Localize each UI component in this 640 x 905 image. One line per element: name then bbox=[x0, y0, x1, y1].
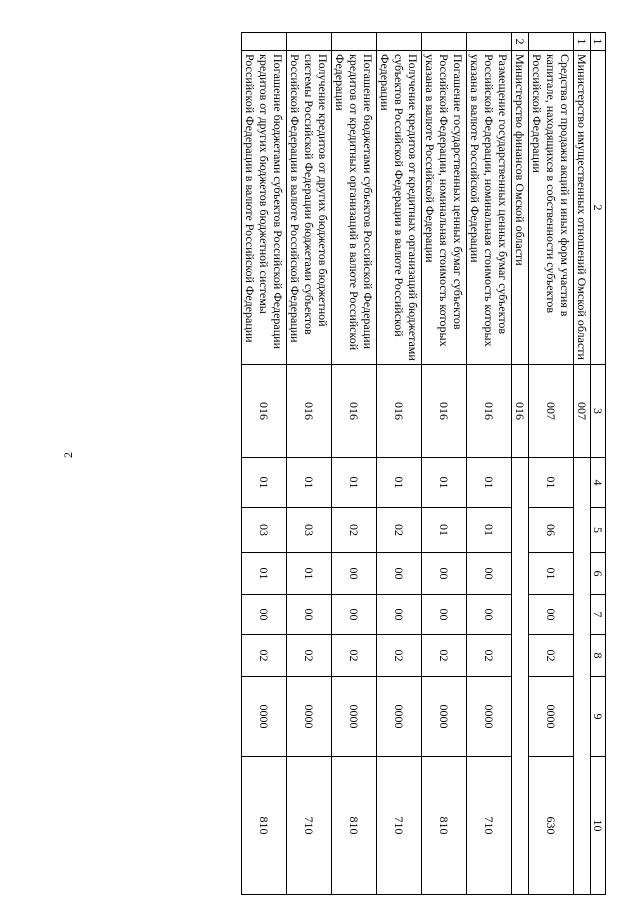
code-cell: 03 bbox=[287, 508, 332, 553]
column-header: 7 bbox=[591, 595, 606, 635]
row-description: Получение кредитов от других бюджетов бюджетной системы Российской Федерации бюджетами субъектов Российской Федерации в валюте Российской Федерации bbox=[287, 51, 332, 365]
column-header: 9 bbox=[591, 677, 606, 757]
code-cell: 710 bbox=[377, 757, 422, 895]
column-header: 10 bbox=[591, 757, 606, 895]
empty-span-cell bbox=[512, 458, 529, 895]
table-row bbox=[574, 33, 591, 895]
code-cell: 0000 bbox=[529, 677, 574, 757]
code-cell: 00 bbox=[287, 595, 332, 635]
row-index bbox=[242, 33, 287, 51]
column-header: 1 bbox=[591, 33, 606, 51]
row-index bbox=[287, 33, 332, 51]
row-index bbox=[422, 33, 467, 51]
row-index bbox=[467, 33, 512, 51]
row-description: Министерство имущественных отношений Омской области bbox=[574, 51, 591, 365]
row-description: Получение кредитов от кредитных организаций бюджетами субъектов Российской Федерации в валюте Российской Федерации bbox=[377, 51, 422, 365]
code-cell: 03 bbox=[242, 508, 287, 553]
admin-code: 016 bbox=[332, 365, 377, 458]
code-cell: 02 bbox=[422, 635, 467, 677]
table-row bbox=[332, 33, 377, 895]
admin-code: 016 bbox=[422, 365, 467, 458]
code-cell: 02 bbox=[332, 635, 377, 677]
code-cell: 01 bbox=[377, 458, 422, 508]
row-description: Размещение государственных ценных бумаг субъектов Российской Федерации, номинальная стоимость которых указана в валюте Российской Федерации bbox=[467, 51, 512, 365]
admin-code: 016 bbox=[287, 365, 332, 458]
rotated-table-container bbox=[66, 32, 606, 874]
code-cell: 01 bbox=[529, 458, 574, 508]
code-cell: 01 bbox=[467, 458, 512, 508]
table-row bbox=[377, 33, 422, 895]
code-cell: 01 bbox=[529, 553, 574, 595]
row-index bbox=[332, 33, 377, 51]
code-cell: 0000 bbox=[467, 677, 512, 757]
row-description: Средства от продажи акций и иных форм участия в капитале, находящихся в собственности субъектов Российской Федерации bbox=[529, 51, 574, 365]
table-row bbox=[242, 33, 287, 895]
code-cell: 01 bbox=[287, 553, 332, 595]
code-cell: 0000 bbox=[422, 677, 467, 757]
code-cell: 02 bbox=[529, 635, 574, 677]
code-cell: 00 bbox=[422, 553, 467, 595]
code-cell: 00 bbox=[467, 553, 512, 595]
table-row bbox=[422, 33, 467, 895]
code-cell: 01 bbox=[467, 508, 512, 553]
page-number: 2 bbox=[61, 452, 75, 458]
code-cell: 810 bbox=[332, 757, 377, 895]
code-cell: 02 bbox=[332, 508, 377, 553]
row-index bbox=[377, 33, 422, 51]
code-cell: 00 bbox=[467, 595, 512, 635]
code-cell: 01 bbox=[422, 458, 467, 508]
column-header: 3 bbox=[591, 365, 606, 458]
column-header: 5 bbox=[591, 508, 606, 553]
code-cell: 710 bbox=[467, 757, 512, 895]
code-cell: 01 bbox=[242, 553, 287, 595]
row-description: Министерство финансов Омской области bbox=[512, 51, 529, 365]
row-index: 1 bbox=[574, 33, 591, 51]
code-cell: 01 bbox=[242, 458, 287, 508]
row-description: Погашение бюджетами субъектов Российской Федерации кредитов от кредитных организаций в валюте Российской Федерации bbox=[332, 51, 377, 365]
admin-code: 016 bbox=[377, 365, 422, 458]
budget-table bbox=[241, 32, 606, 895]
code-cell: 01 bbox=[332, 458, 377, 508]
row-description: Погашение бюджетами субъектов Российской Федерации кредитов от других бюджетов бюджетной системы Российской Федерации в валюте Российской Федерации bbox=[242, 51, 287, 365]
admin-code: 007 bbox=[529, 365, 574, 458]
column-header: 4 bbox=[591, 458, 606, 508]
code-cell: 02 bbox=[377, 508, 422, 553]
code-cell: 02 bbox=[467, 635, 512, 677]
code-cell: 01 bbox=[287, 458, 332, 508]
code-cell: 810 bbox=[422, 757, 467, 895]
column-header: 8 bbox=[591, 635, 606, 677]
admin-code: 016 bbox=[467, 365, 512, 458]
table-row bbox=[287, 33, 332, 895]
code-cell: 02 bbox=[287, 635, 332, 677]
code-cell: 00 bbox=[377, 595, 422, 635]
code-cell: 02 bbox=[377, 635, 422, 677]
column-header: 2 bbox=[591, 51, 606, 365]
row-index bbox=[529, 33, 574, 51]
code-cell: 02 bbox=[242, 635, 287, 677]
admin-code: 016 bbox=[512, 365, 529, 458]
row-index: 2 bbox=[512, 33, 529, 51]
code-cell: 00 bbox=[377, 553, 422, 595]
code-cell: 0000 bbox=[332, 677, 377, 757]
code-cell: 06 bbox=[529, 508, 574, 553]
code-cell: 630 bbox=[529, 757, 574, 895]
code-cell: 810 bbox=[242, 757, 287, 895]
code-cell: 00 bbox=[529, 595, 574, 635]
code-cell: 0000 bbox=[242, 677, 287, 757]
admin-code: 016 bbox=[242, 365, 287, 458]
column-header: 6 bbox=[591, 553, 606, 595]
code-cell: 01 bbox=[422, 508, 467, 553]
code-cell: 0000 bbox=[377, 677, 422, 757]
code-cell: 0000 bbox=[287, 677, 332, 757]
table-row bbox=[529, 33, 574, 895]
admin-code: 007 bbox=[574, 365, 591, 458]
table-row bbox=[512, 33, 529, 895]
code-cell: 00 bbox=[332, 553, 377, 595]
code-cell: 00 bbox=[422, 595, 467, 635]
table-row bbox=[467, 33, 512, 895]
row-description: Погашение государственных ценных бумаг субъектов Российской Федерации, номинальная стоимость которых указана в валюте Российской Федерации bbox=[422, 51, 467, 365]
empty-span-cell bbox=[574, 458, 591, 895]
column-number-row bbox=[591, 33, 606, 895]
code-cell: 00 bbox=[242, 595, 287, 635]
code-cell: 00 bbox=[332, 595, 377, 635]
code-cell: 710 bbox=[287, 757, 332, 895]
